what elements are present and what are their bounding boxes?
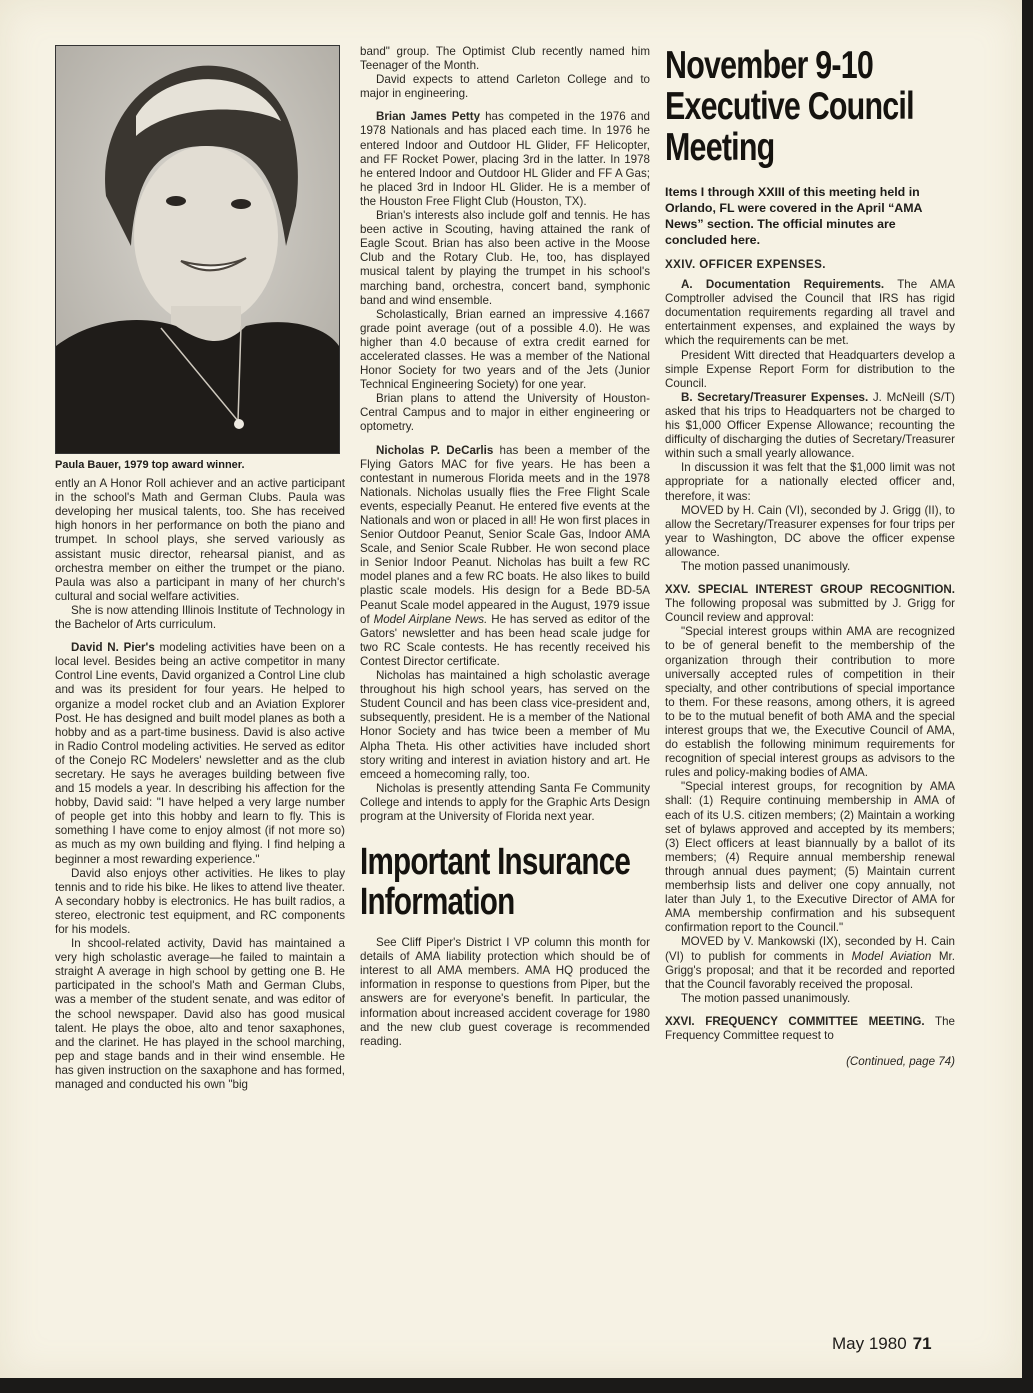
david-text-1: modeling activities have been on a local level. Besides being an active competitor in many Control Line events, David organized a Control Line club and was its president for four years. He helped to organize a model rocket club and an Aviation Explorer Post. He has designed and built model planes as both a hobby and as a part-time business. David is also active in Radio Control modeling activities. He served as editor of the Conejo RC Modelers' newsletter and as the club secretary. He says he averages building between five and 15 models a year. In describing his affection for the hobby, David said: "I have helped a very large number of people get into this hobby and learn to fly. This is something I have come to enjoy almost (if not more so) as much as my own building and flying. I find helping a beginner a most rewarding experience."	[55, 641, 346, 866]
david-name: David N. Pier's	[71, 641, 155, 655]
insurance-paragraph: See Cliff Piper's District I VP column this month for details of AMA liability protection which should be of interest to all AMA members. AMA HQ produced the information in response to questions from Piper, but the answers are for everyone's benefit. In particular, the information about increased accident coverage for 1980 and the new club guest coverage is recommended reading.	[360, 936, 650, 1048]
paula-paragraph-1: ently an A Honor Roll achiever and an active participant in the school's Math and German Clubs. Paula was developing her musical talents, too. She has received high honors in her performance on both the piano and trumpet. In school plays, she served variously as assistant music director, rehearsal pianist, and as orchestra member on either the trumpet or the piano. Paula was also a participant in many of her church's cultural and social welfare activities.	[55, 477, 345, 603]
insurance-headline: Important Insurance Information	[360, 841, 631, 924]
brian-paragraph-4: Brian plans to attend the University of Houston-Central Campus and to major in either engineering or optometry.	[360, 392, 650, 434]
column-3	[665, 45, 955, 1069]
section-b-title: B. Secretary/Treasurer Expenses.	[681, 390, 869, 404]
column-2	[360, 45, 650, 1049]
section-xxiv-heading: XXIV. OFFICER EXPENSES.	[665, 258, 826, 271]
brian-paragraph-2: Brian's interests also include golf and tennis. He has been active in Scouting, having attained the rank of Eagle Scout. Brian has also been active in the Moose Club and the Rotary Club. He, too, has displayed musical talent by playing the trumpet in his school's marching band, orchestra, concert band, symphonic band and wind ensemble.	[360, 209, 650, 307]
portrait-image	[56, 46, 339, 453]
section-b-text: J. McNeill (S/T) asked that his trips to Headquarters not be charged to his $1,000 Officer Expense Allowance; recounting the difficulty of discharging the duties of Secretary/Treasurer within such a small yearly allowance.	[665, 390, 955, 461]
section-xxvi-title: XXVI. FREQUENCY COMMITTEE MEETING.	[665, 1014, 925, 1028]
brian-text-1: has competed in the 1976 and 1978 Nationals and has placed each time. In 1976 he entered Indoor and Outdoor HL Glider, FF Helicopter, and FF Rocket Power, placing 3rd in the latter. In 1978 he entered Indoor and Outdoor HL Glider and FF A Gas; he placed 3rd in Indoor HL Glider. He is a member of the Houston Free Flight Club (Houston, TX).	[360, 110, 650, 208]
section-xxv-title: XXV. SPECIAL INTEREST GROUP RECOGNITION.	[665, 583, 955, 597]
article-lede: Items I through XXIII of this meeting held in Orlando, FL were covered in the April “AMA News” section. The official minutes are concluded here.	[665, 185, 923, 247]
section-a-text: The AMA Comptroller advised the Council that IRS has rigid documentation requirements regarding all travel and entertainment expenses, and explained the ways by which the requirements can be met.	[665, 278, 955, 348]
david-paragraph-1	[55, 641, 345, 867]
section-xxv-paragraph	[665, 583, 955, 625]
photo-caption: Paula Bauer, 1979 top award winner.	[55, 459, 245, 471]
paula-paragraph-2: She is now attending Illinois Institute of Technology in the Bachelor of Arts curriculum.	[55, 603, 345, 632]
section-xxv-text-4a: MOVED by V. Mankowski (IX), seconded by H. Cain (VI) to publish for comments in	[665, 935, 955, 963]
section-a-title: A. Documentation Requirements.	[681, 278, 885, 292]
nicholas-text-1a: has been a member of the Flying Gators MAC for five years. He has been a contestant in numerous Florida meets and in the 1978 Nationals. Nicholas usually flies the Free Flight Scale events, especially Peanut. He entered five events at the Nationals and won or placed in all! He won first places in Senior Outdoor Peanut, Senior Scale Gas, Indoor AMA Scale, and Senior Scale Rubber. He won second place in Senior Indoor Peanut. Nicholas has built a few RC model planes and a few RC boats. He also likes to build plastic scale models. His design for a Bede BD-5A Peanut Scale model appeared in the August, 1979 issue of	[360, 443, 650, 626]
portrait-photo	[55, 45, 340, 454]
david-paragraph-3: In shcool-related activity, David has maintained a very high scholastic average—he failed to maintain a straight A average in high school by getting one B. He participated in the school's Math and German Clubs, was a member of the student senate, and was editor of the school newspaper. David also has good musical talent. He plays the oboe, alto and tenor saxaphones, and the clarinet. He has played in the school marching, pep and stage bands and in their wind ensemble. He has given instruction on the saxaphone and has formed, managed and conducted his own "big	[55, 937, 345, 1092]
section-xxvi-paragraph	[665, 1015, 955, 1043]
section-b-paragraph-2: In discussion it was felt that the $1,000 limit was not appropriate for a nationally elected officer and, therefore, it was:	[665, 461, 955, 503]
david-paragraph-2: David also enjoys other activities. He likes to play tennis and to ride his bike. He likes to attend live theater. A secondary hobby is electronics. He has built radios, a stereo, electronic test equipment, and RC components for his models.	[55, 866, 346, 936]
nicholas-paragraph-1	[360, 444, 650, 670]
council-meeting-headline: November 9-10 Executive Council Meeting	[665, 44, 914, 169]
brian-paragraph-3: Scholastically, Brian earned an impressive 4.1667 grade point average (out of a possible 4.0). He was higher than 4.0 because of extra credit earned for accelerated classes. He was a member of the National Honor Society for two years and of the Jets (Junior Technical Engineering Society) for one year.	[360, 307, 650, 392]
section-xxv-paragraph-2: "Special interest groups within AMA are recognized to be of general benefit to the membership of the organization through their contribution to more universally accepted rules of competition in their specialty, and other contributions of special importance to them. For these reasons, among others, it is agreed to be to the mutual benefit of both AMA and the special interest groups that we, the Executive Council of AMA, do establish the following minimum requirements for recognition of special interest groups as advisors to the rules and policy-making bodies of AMA.	[665, 625, 955, 780]
magazine-title: Model Airplane News.	[373, 612, 488, 626]
section-xxv-paragraph-5: The motion passed unanimously.	[681, 991, 851, 1005]
david-paragraph-5: David expects to attend Carleton College and to major in engineering.	[360, 73, 650, 101]
section-a-paragraph	[665, 278, 955, 348]
section-xxv-text-4b: Mr. Grigg's proposal; and that it be recorded and reported that the Council favorably received the proposal.	[665, 949, 956, 991]
nicholas-name: Nicholas P. DeCarlis	[376, 443, 494, 457]
column-1	[55, 45, 345, 1092]
section-xxv-text: The following proposal was submitted by J. Grigg for Council review and approval:	[665, 597, 955, 625]
brian-paragraph-1	[360, 110, 650, 209]
section-b-paragraph-4: The motion passed unanimously.	[681, 559, 851, 573]
nicholas-paragraph-2: Nicholas has maintained a high scholastic average throughout his high school years, has served on the Student Council and has been class vice-president and, subsequently, president. He is a member of the National Honor Society and has twice been a member of Mu Alpha Theta. His other activities have included short story writing and interest in aviation history and art. He emceed a homecoming rally, too.	[360, 669, 650, 781]
section-xxv-paragraph-3: "Special interest groups, for recognition by AMA shall: (1) Require continuing membership in AMA of each of its U.S. citizen members; (2) Maintain a working set of bylaws approved and accepted by its members; (3) Elect officers at least biannually by a ballot of its members; (4) Require annual membership renewal through annual dues payment; (5) Maintain current memberhsip lists and deliver one copy annually, not later than July 1, to the Executive Director of AMA for AMA membership confirmation and his subsequent confirmation report to the Council."	[665, 780, 955, 935]
nicholas-paragraph-3: Nicholas is presently attending Santa Fe Community College and intends to apply for the Graphic Arts Design program at the University of Florida next year.	[360, 781, 650, 823]
section-xxv-paragraph-4	[665, 935, 955, 991]
continued-link[interactable]: (Continued, page 74)	[846, 1055, 955, 1069]
page-folio	[832, 1334, 932, 1354]
section-a-paragraph-2: President Witt directed that Headquarters develop a simple Expense Report Form for distribution to the Council.	[665, 348, 955, 390]
section-xxvi-text: The Frequency Committee request to	[665, 1014, 955, 1042]
david-paragraph-4: band" group. The Optimist Club recently named him Teenager of the Month.	[360, 45, 650, 73]
section-b-paragraph-3: MOVED by H. Cain (VI), seconded by J. Grigg (II), to allow the Secretary/Treasurer expenses for four trips per year to Washington, DC above the officer expense allowance.	[665, 503, 955, 559]
issue-date: May 1980	[832, 1334, 907, 1353]
magazine-title: Model Aviation	[851, 949, 932, 963]
brian-name: Brian James Petty	[376, 110, 481, 124]
page-number: 71	[912, 1334, 932, 1353]
nicholas-text-1b: He has served as editor of the Gators' newsletter and has been head scale judge for two RC Scale contests. He has recently received his Contest Director certificate.	[360, 612, 650, 668]
section-b-paragraph	[665, 391, 955, 461]
